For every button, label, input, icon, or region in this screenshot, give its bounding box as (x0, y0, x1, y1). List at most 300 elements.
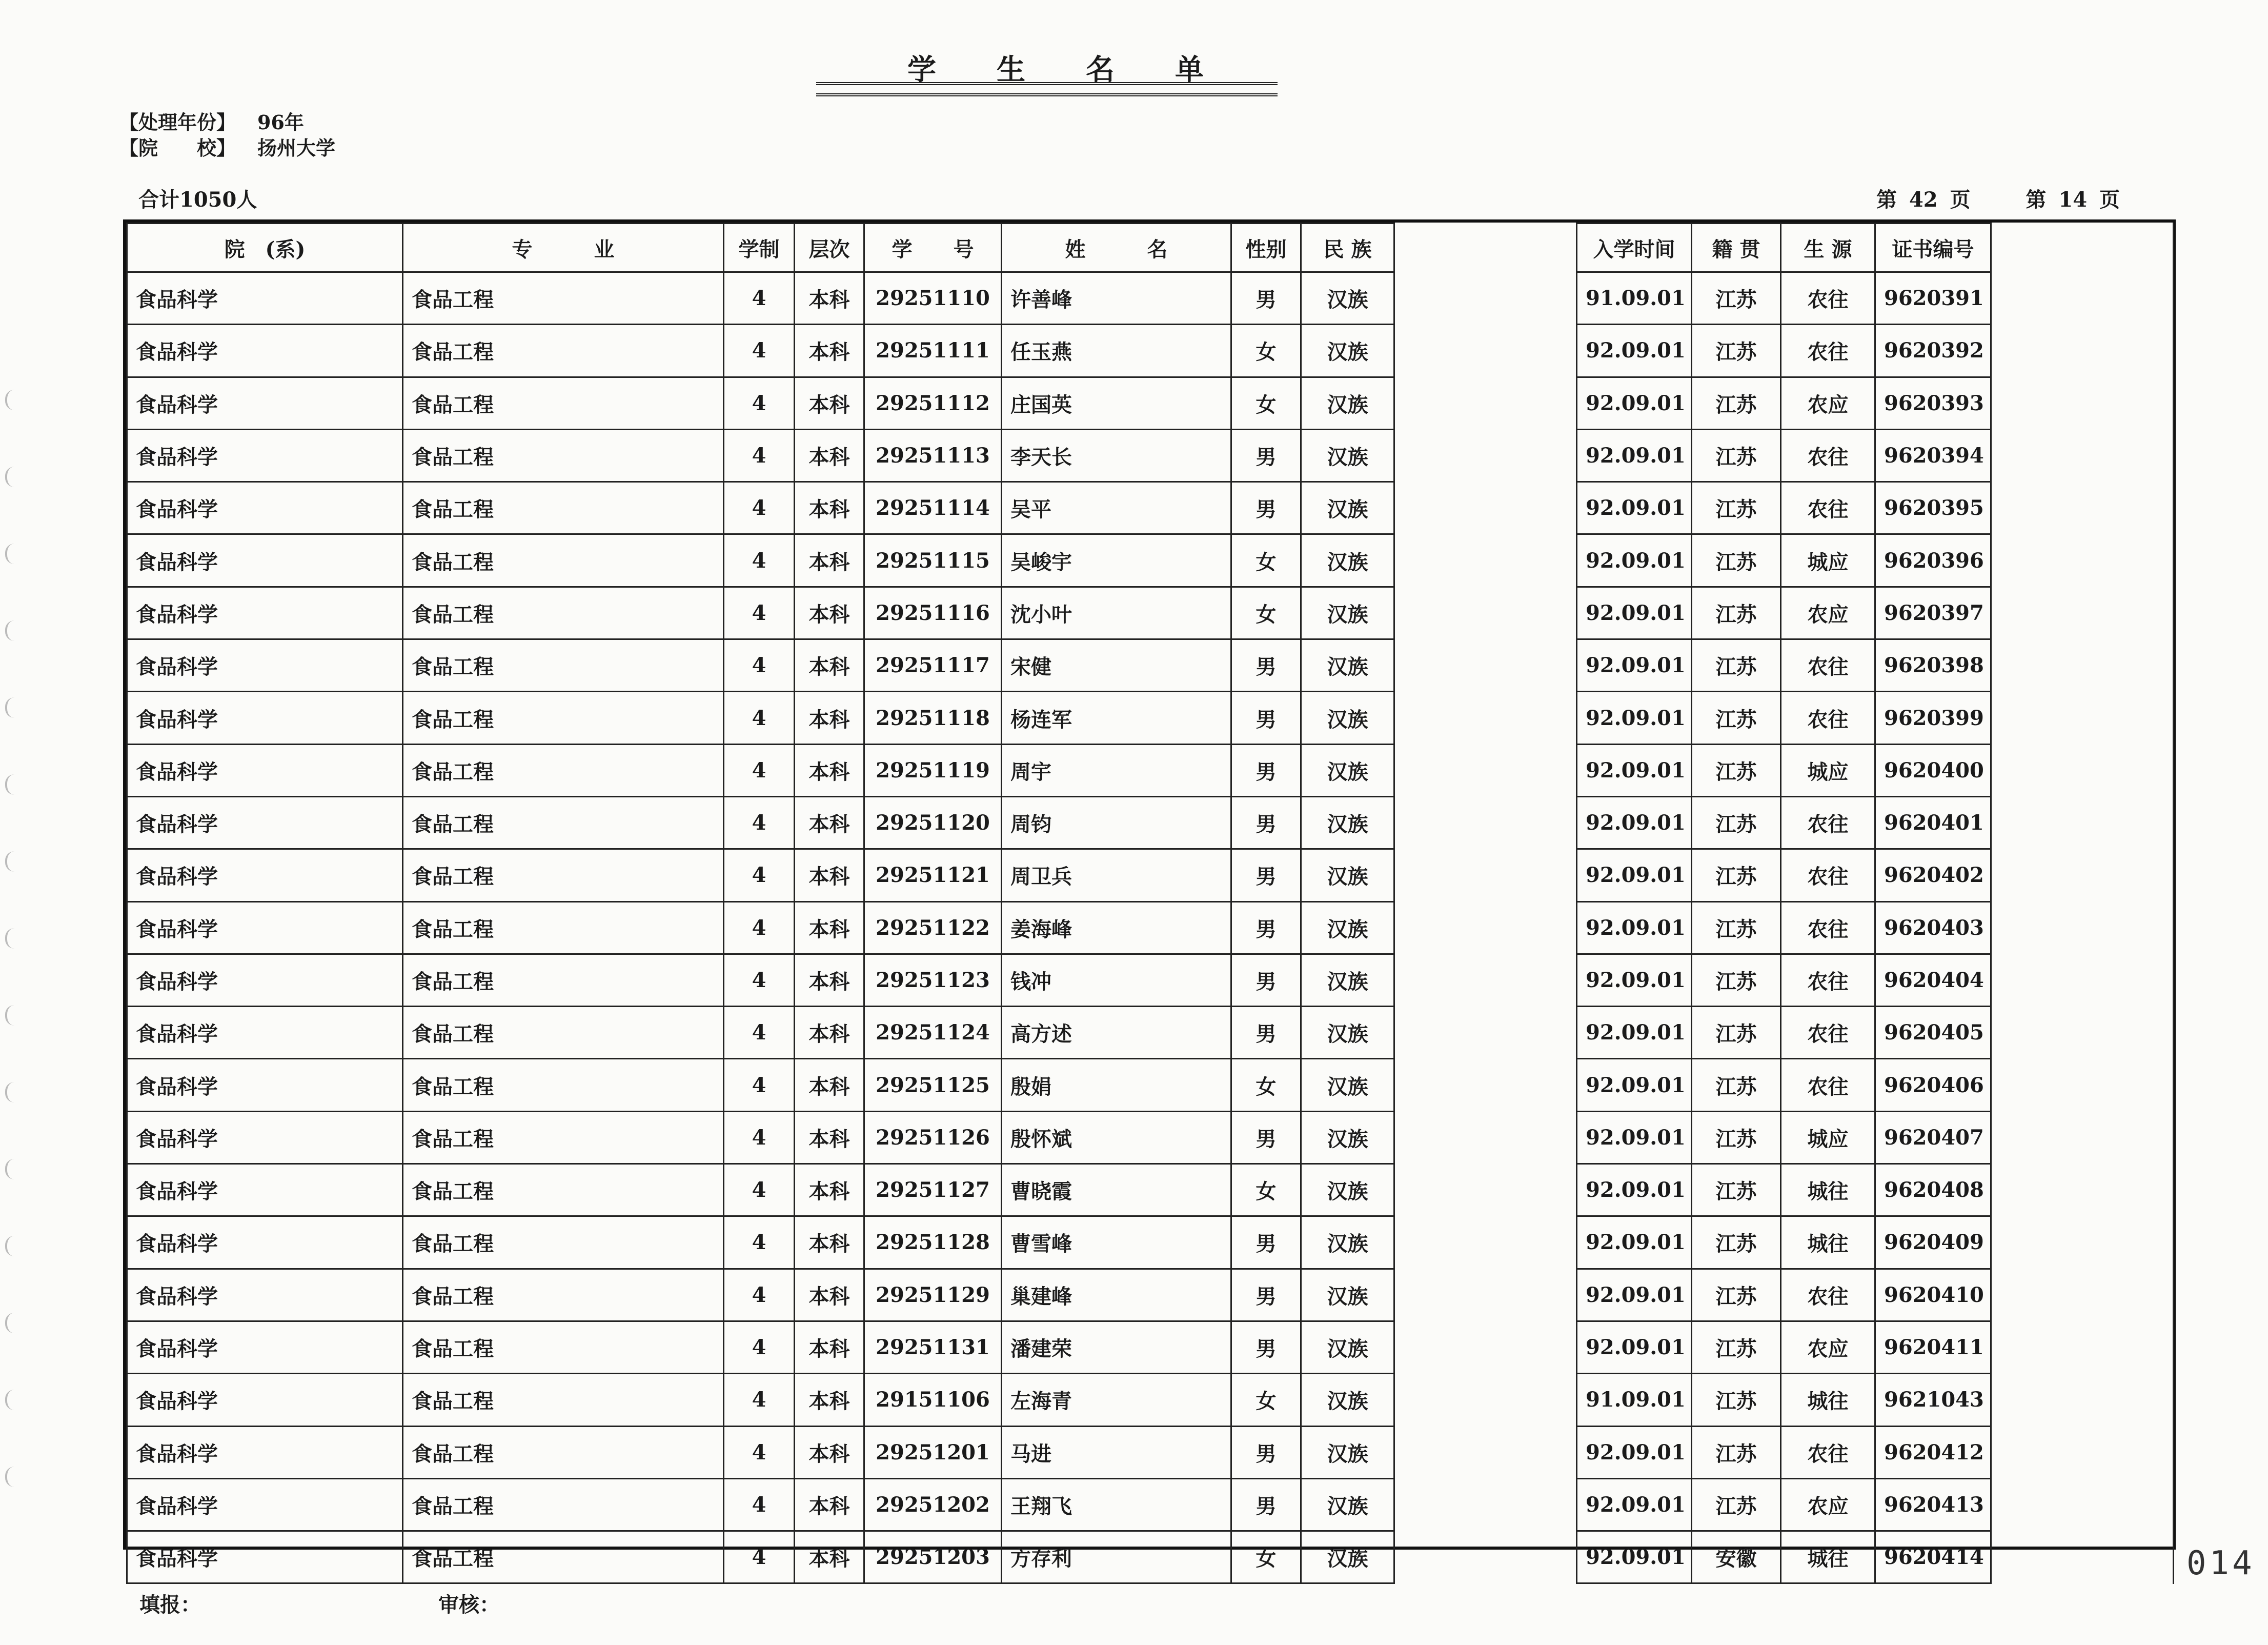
col-cert-no-cell: 9620396 (1875, 534, 1991, 587)
col-name-cell: 宋健 (1002, 639, 1231, 692)
col-blank-cell (1394, 796, 1577, 849)
col-student-id-cell: 29251119 (864, 744, 1002, 796)
col-origin-cell: 江苏 (1692, 587, 1781, 639)
col-gender-cell: 男 (1231, 1269, 1301, 1321)
col-level-cell: 本科 (795, 1111, 864, 1163)
col-origin-cell: 江苏 (1692, 796, 1781, 849)
col-enroll-date-cell: 92.09.01 (1577, 1321, 1692, 1373)
col-origin-cell: 江苏 (1692, 1374, 1781, 1426)
table-row (127, 1111, 2174, 1163)
table-row (127, 482, 2174, 534)
col-gender-cell: 男 (1231, 796, 1301, 849)
col-source-cell: 城应 (1781, 744, 1875, 796)
col-dept-cell: 食品科学 (127, 587, 403, 639)
col-blank-cell (1394, 849, 1577, 901)
col-blank-2-cell (1991, 429, 2174, 482)
table-body (127, 272, 2174, 1583)
col-source-cell: 农往 (1781, 901, 1875, 954)
col-blank-cell (1394, 272, 1577, 325)
col-major-cell: 食品工程 (403, 796, 724, 849)
col-name-cell: 周卫兵 (1002, 849, 1231, 901)
col-length-cell: 4 (724, 1374, 795, 1426)
page-info (1876, 184, 2125, 213)
col-source-cell: 农往 (1781, 1269, 1875, 1321)
col-gender-cell: 男 (1231, 1111, 1301, 1163)
table-row (127, 1478, 2174, 1531)
col-blank-cell (1394, 429, 1577, 482)
col-source-cell: 农往 (1781, 1426, 1875, 1478)
col-ethnicity-cell: 汉族 (1301, 1007, 1394, 1059)
col-origin-cell: 江苏 (1692, 1059, 1781, 1111)
col-blank-cell (1394, 1426, 1577, 1478)
table-row (127, 1216, 2174, 1269)
col-level-cell: 本科 (795, 1426, 864, 1478)
page-prefix-2: 第 (2026, 188, 2047, 212)
col-source-cell: 农往 (1781, 954, 1875, 1006)
col-major-cell: 食品工程 (403, 1426, 724, 1478)
col-cert-no-cell: 9620401 (1875, 796, 1991, 849)
table-row (127, 692, 2174, 744)
table-row (127, 954, 2174, 1006)
col-student-id-cell: 29251201 (864, 1426, 1002, 1478)
col-ethnicity-cell: 汉族 (1301, 1111, 1394, 1163)
table-row (127, 377, 2174, 429)
col-source-cell: 城往 (1781, 1216, 1875, 1269)
col-student-id-cell: 29151106 (864, 1374, 1002, 1426)
col-source-cell: 城往 (1781, 1374, 1875, 1426)
col-origin-cell: 江苏 (1692, 482, 1781, 534)
col-level-cell: 本科 (795, 639, 864, 692)
page-number-current: 14 (2058, 188, 2088, 212)
col-blank-2-cell (1991, 1269, 2174, 1321)
col-blank-cell (1394, 1164, 1577, 1216)
col-cert-no-cell: 9620398 (1875, 639, 1991, 692)
col-name-cell: 殷娟 (1002, 1059, 1231, 1111)
col-ethnicity-cell: 汉族 (1301, 1059, 1394, 1111)
col-blank-2-cell (1991, 1321, 2174, 1373)
col-level-cell: 本科 (795, 1321, 864, 1373)
table-row (127, 1007, 2174, 1059)
col-major-cell: 食品工程 (403, 744, 724, 796)
col-major-cell: 食品工程 (403, 1164, 724, 1216)
col-major-header: 专 业 (403, 224, 724, 272)
col-gender-cell: 女 (1231, 587, 1301, 639)
col-origin-cell: 江苏 (1692, 1426, 1781, 1478)
col-ethnicity-cell: 汉族 (1301, 587, 1394, 639)
col-source-cell: 农往 (1781, 796, 1875, 849)
col-student-id-header: 学 号 (864, 224, 1002, 272)
col-blank-cell (1394, 1374, 1577, 1426)
col-name-cell: 殷怀斌 (1002, 1111, 1231, 1163)
col-dept-cell: 食品科学 (127, 1478, 403, 1531)
col-length-cell: 4 (724, 429, 795, 482)
col-source-cell: 农往 (1781, 429, 1875, 482)
col-source-cell: 农往 (1781, 272, 1875, 325)
col-level-cell: 本科 (795, 1269, 864, 1321)
col-blank-2-cell (1991, 1478, 2174, 1531)
col-length-cell: 4 (724, 954, 795, 1006)
col-length-header: 学制 (724, 224, 795, 272)
col-enroll-date-cell: 92.09.01 (1577, 639, 1692, 692)
col-cert-no-cell: 9620394 (1875, 429, 1991, 482)
col-student-id-cell: 29251131 (864, 1321, 1002, 1373)
col-blank-2-cell (1991, 1111, 2174, 1163)
col-origin-cell: 江苏 (1692, 1007, 1781, 1059)
col-student-id-cell: 29251124 (864, 1007, 1002, 1059)
table-row (127, 1269, 2174, 1321)
col-major-cell: 食品工程 (403, 954, 724, 1006)
col-cert-no-cell: 9620399 (1875, 692, 1991, 744)
col-name-cell: 吴平 (1002, 482, 1231, 534)
table-row (127, 1374, 2174, 1426)
col-source-cell: 城应 (1781, 534, 1875, 587)
table-row (127, 534, 2174, 587)
col-name-cell: 潘建荣 (1002, 1321, 1231, 1373)
col-dept-cell: 食品科学 (127, 429, 403, 482)
col-student-id-cell: 29251122 (864, 901, 1002, 954)
col-blank-cell (1394, 325, 1577, 377)
col-enroll-date-cell: 92.09.01 (1577, 429, 1692, 482)
col-gender-cell: 男 (1231, 744, 1301, 796)
col-dept-cell: 食品科学 (127, 1374, 403, 1426)
table-row (127, 639, 2174, 692)
col-origin-cell: 江苏 (1692, 1111, 1781, 1163)
table-row (127, 587, 2174, 639)
col-name-cell: 庄国英 (1002, 377, 1231, 429)
footer-review-label: 审核： (438, 1593, 500, 1617)
col-dept-cell: 食品科学 (127, 325, 403, 377)
col-length-cell: 4 (724, 1531, 795, 1583)
col-cert-no-cell: 9620393 (1875, 377, 1991, 429)
col-gender-cell: 女 (1231, 1164, 1301, 1216)
col-gender-cell: 男 (1231, 639, 1301, 692)
col-dept-cell: 食品科学 (127, 1164, 403, 1216)
col-origin-cell: 江苏 (1692, 272, 1781, 325)
col-blank-2-cell (1991, 1216, 2174, 1269)
table-row (127, 1321, 2174, 1373)
col-blank-2-cell (1991, 377, 2174, 429)
col-length-cell: 4 (724, 482, 795, 534)
table-row (127, 1531, 2174, 1583)
col-gender-cell: 男 (1231, 849, 1301, 901)
col-gender-cell: 男 (1231, 429, 1301, 482)
col-ethnicity-cell: 汉族 (1301, 325, 1394, 377)
col-name-cell: 杨连军 (1002, 692, 1231, 744)
col-cert-no-cell: 9620395 (1875, 482, 1991, 534)
col-major-cell: 食品工程 (403, 534, 724, 587)
col-major-cell: 食品工程 (403, 1478, 724, 1531)
col-major-cell: 食品工程 (403, 849, 724, 901)
col-gender-cell: 男 (1231, 1007, 1301, 1059)
col-ethnicity-cell: 汉族 (1301, 1426, 1394, 1478)
col-blank-cell (1394, 1216, 1577, 1269)
col-source-cell: 农往 (1781, 639, 1875, 692)
col-enroll-date-cell: 92.09.01 (1577, 1216, 1692, 1269)
col-source-cell: 农往 (1781, 849, 1875, 901)
col-level-cell: 本科 (795, 1374, 864, 1426)
col-cert-no-cell: 9620405 (1875, 1007, 1991, 1059)
col-blank-cell (1394, 954, 1577, 1006)
col-student-id-cell: 29251112 (864, 377, 1002, 429)
col-blank-2-cell (1991, 954, 2174, 1006)
col-student-id-cell: 29251114 (864, 482, 1002, 534)
col-ethnicity-cell: 汉族 (1301, 849, 1394, 901)
col-major-cell: 食品工程 (403, 325, 724, 377)
col-blank-cell (1394, 534, 1577, 587)
col-length-cell: 4 (724, 744, 795, 796)
col-cert-no-cell: 9620413 (1875, 1478, 1991, 1531)
col-ethnicity-cell: 汉族 (1301, 1164, 1394, 1216)
col-source-cell: 农应 (1781, 377, 1875, 429)
col-student-id-cell: 29251115 (864, 534, 1002, 587)
col-gender-cell: 男 (1231, 901, 1301, 954)
col-blank-cell (1394, 1531, 1577, 1583)
col-major-cell: 食品工程 (403, 692, 724, 744)
col-dept-cell: 食品科学 (127, 849, 403, 901)
col-gender-cell: 男 (1231, 1426, 1301, 1478)
col-blank-cell (1394, 377, 1577, 429)
col-origin-cell: 江苏 (1692, 325, 1781, 377)
col-dept-cell: 食品科学 (127, 796, 403, 849)
col-cert-no-cell: 9620414 (1875, 1531, 1991, 1583)
col-blank-2-cell (1991, 692, 2174, 744)
col-cert-no-cell: 9620412 (1875, 1426, 1991, 1478)
page-title: 学生名单 (907, 53, 1264, 87)
col-blank-2-cell (1991, 482, 2174, 534)
col-cert-no-cell: 9620392 (1875, 325, 1991, 377)
col-length-cell: 4 (724, 377, 795, 429)
col-ethnicity-cell: 汉族 (1301, 1374, 1394, 1426)
col-blank-cell (1394, 1478, 1577, 1531)
col-enroll-date-cell: 92.09.01 (1577, 1111, 1692, 1163)
col-level-cell: 本科 (795, 587, 864, 639)
col-source-cell: 农应 (1781, 587, 1875, 639)
col-major-cell: 食品工程 (403, 1007, 724, 1059)
col-source-cell: 农往 (1781, 1059, 1875, 1111)
col-ethnicity-cell: 汉族 (1301, 1216, 1394, 1269)
col-gender-cell: 男 (1231, 272, 1301, 325)
col-major-cell: 食品工程 (403, 1111, 724, 1163)
col-name-cell: 马进 (1002, 1426, 1231, 1478)
col-ethnicity-cell: 汉族 (1301, 482, 1394, 534)
col-major-cell: 食品工程 (403, 1531, 724, 1583)
table-row (127, 796, 2174, 849)
col-student-id-cell: 29251118 (864, 692, 1002, 744)
col-name-cell: 左海青 (1002, 1374, 1231, 1426)
meta-year (119, 107, 304, 135)
col-ethnicity-cell: 汉族 (1301, 377, 1394, 429)
col-source-cell: 农往 (1781, 482, 1875, 534)
col-student-id-cell: 29251117 (864, 639, 1002, 692)
col-student-id-cell: 29251129 (864, 1269, 1002, 1321)
col-source-cell: 农往 (1781, 1007, 1875, 1059)
col-name-cell: 方存利 (1002, 1531, 1231, 1583)
col-level-header: 层次 (795, 224, 864, 272)
col-name-cell: 钱冲 (1002, 954, 1231, 1006)
col-gender-cell: 男 (1231, 1321, 1301, 1373)
col-dept-cell: 食品科学 (127, 482, 403, 534)
page-number-total: 42 (1909, 188, 1938, 212)
col-major-cell: 食品工程 (403, 1269, 724, 1321)
col-enroll-date-cell: 92.09.01 (1577, 1007, 1692, 1059)
col-level-cell: 本科 (795, 901, 864, 954)
col-blank-cell (1394, 587, 1577, 639)
col-origin-cell: 江苏 (1692, 1164, 1781, 1216)
col-source-cell: 农往 (1781, 325, 1875, 377)
col-enroll-date-cell: 92.09.01 (1577, 1059, 1692, 1111)
col-name-cell: 许善峰 (1002, 272, 1231, 325)
col-dept-cell: 食品科学 (127, 1269, 403, 1321)
table-row (127, 849, 2174, 901)
col-length-cell: 4 (724, 534, 795, 587)
col-length-cell: 4 (724, 272, 795, 325)
col-name-cell: 李天长 (1002, 429, 1231, 482)
col-ethnicity-cell: 汉族 (1301, 1531, 1394, 1583)
col-student-id-cell: 29251111 (864, 325, 1002, 377)
col-source-cell: 城往 (1781, 1531, 1875, 1583)
page-prefix-1: 第 (1876, 188, 1897, 212)
col-student-id-cell: 29251127 (864, 1164, 1002, 1216)
col-ethnicity-cell: 汉族 (1301, 1478, 1394, 1531)
col-length-cell: 4 (724, 849, 795, 901)
col-name-cell: 巢建峰 (1002, 1269, 1231, 1321)
col-cert-no-cell: 9621043 (1875, 1374, 1991, 1426)
col-dept-cell: 食品科学 (127, 534, 403, 587)
col-length-cell: 4 (724, 692, 795, 744)
footer-fill-label: 填报： (139, 1593, 201, 1617)
col-name-cell: 王翔飞 (1002, 1478, 1231, 1531)
total-count: 合计1050人 (138, 188, 257, 212)
table-row (127, 901, 2174, 954)
col-level-cell: 本科 (795, 796, 864, 849)
col-blank-2-cell (1991, 849, 2174, 901)
col-length-cell: 4 (724, 901, 795, 954)
col-student-id-cell: 29251203 (864, 1531, 1002, 1583)
col-ethnicity-cell: 汉族 (1301, 639, 1394, 692)
col-blank-2-cell (1991, 901, 2174, 954)
col-level-cell: 本科 (795, 849, 864, 901)
col-enroll-date-cell: 92.09.01 (1577, 1426, 1692, 1478)
col-blank-cell (1394, 744, 1577, 796)
table-row (127, 1164, 2174, 1216)
col-cert-no-cell: 9620410 (1875, 1269, 1991, 1321)
col-gender-cell: 男 (1231, 1478, 1301, 1531)
col-enroll-date-cell: 92.09.01 (1577, 901, 1692, 954)
col-level-cell: 本科 (795, 1059, 864, 1111)
col-level-cell: 本科 (795, 272, 864, 325)
col-level-cell: 本科 (795, 482, 864, 534)
table-row (127, 429, 2174, 482)
col-level-cell: 本科 (795, 1164, 864, 1216)
col-blank-2-cell (1991, 1426, 2174, 1478)
col-gender-cell: 女 (1231, 1059, 1301, 1111)
col-blank-cell (1394, 1007, 1577, 1059)
col-level-cell: 本科 (795, 1478, 864, 1531)
col-length-cell: 4 (724, 639, 795, 692)
col-source-header: 生 源 (1781, 224, 1875, 272)
col-length-cell: 4 (724, 1426, 795, 1478)
col-ethnicity-cell: 汉族 (1301, 796, 1394, 849)
col-origin-cell: 江苏 (1692, 1321, 1781, 1373)
col-blank-2-cell (1991, 534, 2174, 587)
col-blank-2-cell (1991, 744, 2174, 796)
col-dept-cell: 食品科学 (127, 639, 403, 692)
col-blank-2-cell (1991, 1531, 2174, 1583)
col-name-cell: 任玉燕 (1002, 325, 1231, 377)
col-length-cell: 4 (724, 1478, 795, 1531)
col-major-cell: 食品工程 (403, 1059, 724, 1111)
col-dept-cell: 食品科学 (127, 1216, 403, 1269)
col-student-id-cell: 29251128 (864, 1216, 1002, 1269)
col-blank-2-cell (1991, 587, 2174, 639)
col-origin-cell: 江苏 (1692, 1269, 1781, 1321)
col-name-header: 姓 名 (1002, 224, 1231, 272)
col-cert-no-cell: 9620408 (1875, 1164, 1991, 1216)
col-gender-cell: 男 (1231, 482, 1301, 534)
table-header (127, 224, 2174, 272)
col-enroll-date-header: 入学时间 (1577, 224, 1692, 272)
col-length-cell: 4 (724, 1216, 795, 1269)
col-level-cell: 本科 (795, 1531, 864, 1583)
col-enroll-date-cell: 92.09.01 (1577, 534, 1692, 587)
col-enroll-date-cell: 92.09.01 (1577, 796, 1692, 849)
col-dept-cell: 食品科学 (127, 1531, 403, 1583)
col-blank-2-cell (1991, 1059, 2174, 1111)
col-enroll-date-cell: 92.09.01 (1577, 482, 1692, 534)
col-cert-no-cell: 9620407 (1875, 1111, 1991, 1163)
col-ethnicity-cell: 汉族 (1301, 692, 1394, 744)
col-name-cell: 高方述 (1002, 1007, 1231, 1059)
col-student-id-cell: 29251123 (864, 954, 1002, 1006)
col-origin-cell: 江苏 (1692, 377, 1781, 429)
col-ethnicity-cell: 汉族 (1301, 1269, 1394, 1321)
col-blank-cell (1394, 1321, 1577, 1373)
col-cert-no-cell: 9620397 (1875, 587, 1991, 639)
col-gender-cell: 男 (1231, 692, 1301, 744)
col-ethnicity-cell: 汉族 (1301, 272, 1394, 325)
col-name-cell: 周宇 (1002, 744, 1231, 796)
col-ethnicity-header: 民 族 (1301, 224, 1394, 272)
col-gender-header: 性别 (1231, 224, 1301, 272)
col-student-id-cell: 29251126 (864, 1111, 1002, 1163)
col-major-cell: 食品工程 (403, 482, 724, 534)
col-student-id-cell: 29251110 (864, 272, 1002, 325)
col-gender-cell: 女 (1231, 377, 1301, 429)
col-level-cell: 本科 (795, 1007, 864, 1059)
col-blank-cell (1394, 1269, 1577, 1321)
col-origin-cell: 江苏 (1692, 639, 1781, 692)
col-cert-no-cell: 9620411 (1875, 1321, 1991, 1373)
col-name-cell: 曹雪峰 (1002, 1216, 1231, 1269)
col-origin-header: 籍 贯 (1692, 224, 1781, 272)
col-blank-2-cell (1991, 325, 2174, 377)
col-source-cell: 城往 (1781, 1164, 1875, 1216)
table-row (127, 325, 2174, 377)
col-origin-cell: 江苏 (1692, 534, 1781, 587)
col-enroll-date-cell: 92.09.01 (1577, 1478, 1692, 1531)
col-enroll-date-cell: 91.09.01 (1577, 1374, 1692, 1426)
col-level-cell: 本科 (795, 534, 864, 587)
col-enroll-date-cell: 92.09.01 (1577, 377, 1692, 429)
col-source-cell: 城应 (1781, 1111, 1875, 1163)
col-blank-cell (1394, 901, 1577, 954)
col-cert-no-cell: 9620402 (1875, 849, 1991, 901)
col-cert-no-cell: 9620409 (1875, 1216, 1991, 1269)
col-blank-2-cell (1991, 796, 2174, 849)
col-length-cell: 4 (724, 587, 795, 639)
col-ethnicity-cell: 汉族 (1301, 954, 1394, 1006)
page-stamp: 014 (2186, 1544, 2255, 1582)
